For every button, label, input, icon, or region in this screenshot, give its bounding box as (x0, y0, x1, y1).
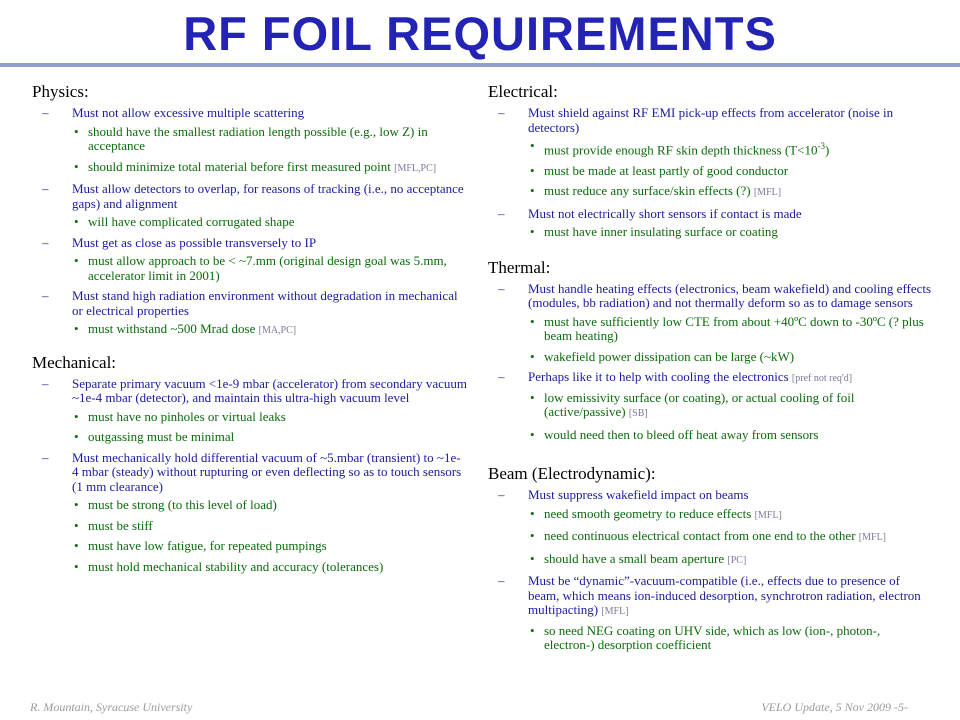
physics-item-4: – Must stand high radiation environment without degradation in mechanical or electrical properties (42, 288, 458, 318)
physics-item-2-bullet-1: • will have complicated corrugated shape (74, 214, 295, 229)
physics-heading: Physics: (32, 82, 89, 101)
thermal-item-2-bullet-1: • low emissivity surface (or coating), or actual cooling of foil (active/passive) [SB] (530, 389, 855, 420)
note: [MA,PC] (258, 325, 297, 336)
thermal-item-1-bullet-2: • wakefield power dissipation can be large (~kW) (530, 348, 795, 364)
thermal-item-2: – Perhaps like it to help with cooling the electronics [pref not req'd] (498, 369, 853, 385)
note: [MFL] (754, 509, 782, 521)
electrical-item-1-bullet-3: • must reduce any surface/skin effects (?) [MFL] (530, 183, 782, 199)
electrical-heading: Electrical: (488, 82, 558, 101)
note: [MFL] (753, 187, 782, 199)
mechanical-item-2-bullet-2: • must be stiff (74, 517, 153, 533)
mechanical-item-2: – Must mechanically hold differential vacuum of ~5.mbar (transient) to ~1e-4 mbar (steady) without rupturing or even deflecting so as to touch sensors (1 mm clearance) (42, 449, 462, 494)
mechanical-item-2-bullet-1: • must be strong (to this level of load) (74, 497, 277, 512)
note: [MFL] (858, 532, 887, 544)
thermal-item-2-bullet-2: • would need then to bleed off heat away from sensors (530, 426, 819, 442)
note: [pref not req'd] (791, 373, 853, 385)
beam-item-1-bullet-2: • need continuous electrical contact from one end to the other [MFL] (530, 528, 887, 544)
physics-item-1-bullet-2: • should minimize total material before first measured point [MFL,PC] (74, 158, 437, 174)
beam-item-1-bullet-1: • need smooth geometry to reduce effects [MFL] (530, 505, 782, 521)
title-divider (0, 63, 960, 67)
beam-item-2-bullet-1: • so need NEG coating on UHV side, which as low (ion-, photon-, electron-) desorption coefficient (530, 622, 881, 653)
physics-item-3-bullet-1: • must allow approach to be < ~7.mm (original design goal was 5.mm, accelerator limit in 2001) (74, 253, 447, 283)
left-column (32, 82, 467, 580)
electrical-item-1-bullet-1: • must provide enough RF skin depth thickness $(T<10^{-3})$ (530, 138, 830, 158)
footer-event-page: VELO Update, 5 Nov 2009 -5- (761, 700, 908, 714)
beam-item-1: – Must suppress wakefield impact on beams (498, 487, 749, 503)
physics-item-3: – Must get as close as possible transversely to IP (42, 234, 317, 250)
note: [MFL] (601, 606, 629, 618)
mechanical-item-1-bullet-1: • must have no pinholes or virtual leaks (74, 408, 286, 424)
slide-title: RF FOIL REQUIREMENTS (183, 7, 777, 60)
thermal-item-1-bullet-1: • must have sufficiently low CTE from about +40ºC down to -30ºC (? plus beam heating) (530, 313, 924, 344)
physics-item-1-bullet-1: • should have the smallest radiation length possible (e.g., low Z) in acceptance (74, 123, 428, 153)
mechanical-item-2-bullet-3: • must have low fatigue, for repeated pumpings (74, 538, 327, 553)
physics-item-4-bullet-1: • must withstand ~500 Mrad dose [MA,PC] (74, 321, 297, 336)
note: [SB] (628, 408, 648, 420)
electrical-item-1-bullet-2: • must be made at least partly of good conductor (530, 162, 789, 178)
thermal-item-1: – Must handle heating effects (electronics, beam wakefield) and cooling effects (modules, bb radiation) and not thermally deform so as to damage sensors (498, 280, 932, 311)
right-column (488, 82, 933, 659)
note: [MFL,PC] (394, 162, 437, 174)
mechanical-item-1-bullet-2: • outgassing must be minimal (74, 429, 235, 444)
physics-item-2: – Must allow detectors to overlap, for reasons of tracking (i.e., no acceptance gaps) and alignment (42, 181, 464, 211)
thermal-heading: Thermal: (488, 257, 551, 277)
electrical-item-2-bullet-1: • must have inner insulating surface or coating (530, 224, 778, 240)
mechanical-item-2-bullet-4: • must hold mechanical stability and accuracy (tolerances) (74, 558, 384, 574)
note: [PC] (727, 554, 747, 566)
electrical-item-1: – Must shield against RF EMI pick-up effects from accelerator (noise in detectors) (498, 105, 894, 135)
footer-author: R. Mountain, Syracuse University (30, 700, 193, 714)
beam-item-2: – Must be “dynamic”-vacuum-compatible (i.e., effects due to presence of beam, which means ion-induced desorption, synchrotron radiation, electron multipacting) [MFL] (498, 573, 921, 618)
beam-heading: Beam (Electrodynamic): (488, 464, 656, 484)
mechanical-item-1: – Separate primary vacuum <1e-9 mbar (accelerator) from secondary vacuum ~1e-4 mbar (detector), and maintain this ultra-high vacuum level (42, 375, 467, 405)
beam-item-1-bullet-3: • should have a small beam aperture [PC] (530, 550, 747, 566)
physics-item-1: – Must not allow excessive multiple scattering (42, 105, 305, 120)
mechanical-heading: Mechanical: (32, 352, 117, 372)
electrical-item-2: – Must not electrically short sensors if contact is made (498, 205, 802, 221)
